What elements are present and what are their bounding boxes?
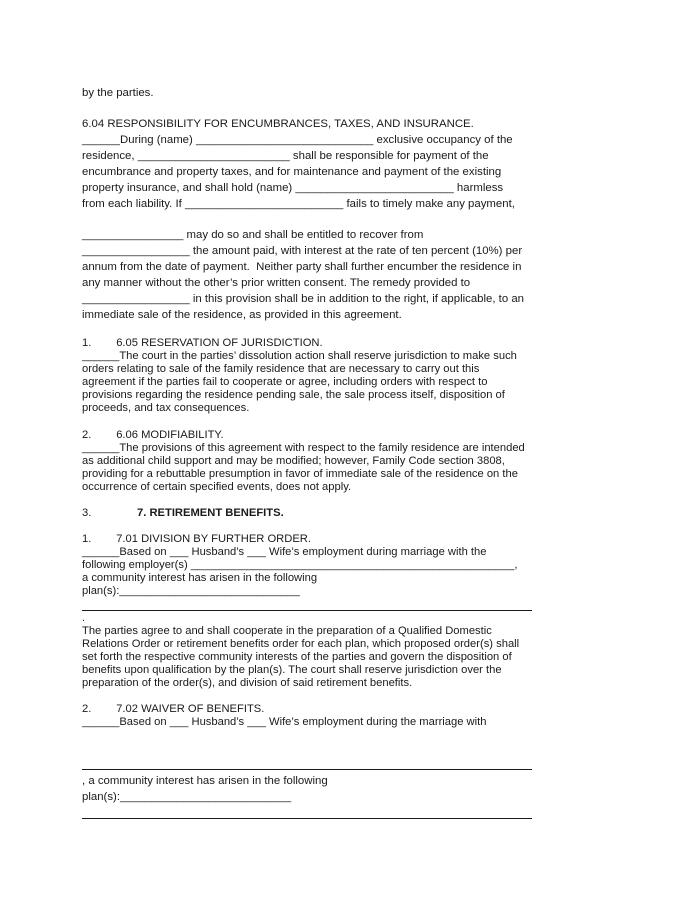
section-701-para-line: Relations Order or retirement benefits order for each plan, which proposed order(s) shall [82,638,520,650]
section-604-p2-line: ________________ may do so and shall be entitled to recover from [82,229,424,241]
section-701-line: ______Based on ___ Husband’s ___ Wife’s employment during marriage with the [82,546,487,558]
section-604-p2-line: _________________ the amount paid, with interest at the rate of ten percent (10%) per [82,245,523,257]
section-702-heading: 2. 7.02 WAIVER OF BENEFITS. [82,703,265,715]
section-604-heading: 6.04 RESPONSIBILITY FOR ENCUMBRANCES, TAXES, AND INSURANCE. [82,118,474,130]
intro-line: by the parties. [82,87,154,99]
section-605-heading: 1. 6.05 RESERVATION OF JURISDICTION. [82,337,323,349]
section-604-p2-line: immediate sale of the residence, as provided in this agreement. [82,309,402,321]
section-702-tail-line: , a community interest has arisen in the following [82,775,328,787]
section-701-heading: 1. 7.01 DIVISION BY FURTHER ORDER. [82,533,311,545]
section-701-para-line: preparation of the order(s), and division of said retirement benefits. [82,677,413,689]
section-701-para-line: The parties agree to and shall cooperate in the preparation of a Qualified Domestic [82,625,492,637]
section-7-heading: 7. RETIREMENT BENEFITS. [137,507,284,519]
section-605-line: proceeds, and tax consequences. [82,402,250,414]
section-606-line: ______The provisions of this agreement with respect to the family residence are intended [82,442,525,454]
section-604-p1-line: residence, ________________________ shall be responsible for payment of the [82,150,489,162]
section-701-para-line: set forth the respective community interests of the parties and govern the disposition of [82,651,512,663]
section-605-line: orders relating to sale of the family residence that are necessary to carry out this [82,363,480,375]
section-604-p2-line: any manner without the other’s prior written consent. The remedy provided to [82,277,471,289]
section-606-line: providing for a rebuttable presumption in favor of immediate sale of the residence on the [82,468,518,480]
section-7-number: 3. [82,507,92,519]
section-604-p2-line: annum from the date of payment. Neither party shall further encumber the residence in [82,261,522,273]
section-701-line: a community interest has arisen in the following [82,572,318,584]
section-604-p2-line: _________________ in this provision shall be in addition to the right, if applicable, to an [82,293,525,305]
section-702-tail-line: plan(s):___________________________ [82,791,292,803]
section-701-para-line: benefits upon qualification by the plan(s). The court shall reserve jurisdiction over the [82,664,502,676]
section-702-line: ______Based on ___ Husband’s ___ Wife’s employment during the marriage with [82,716,487,728]
section-701-dot: . [82,612,86,624]
section-606-line: as additional child support and may be modified; however, Family Code section 3808, [82,455,505,467]
blank-rule [82,769,532,770]
section-604-p1-line: from each liability. If _________________________ fails to timely make any payment, [82,198,515,210]
section-701-line: following employer(s) ____________________________________________________, [82,559,518,571]
section-605-line: ______The court in the parties’ dissolution action shall reserve jurisdiction to make such [82,350,517,362]
section-606-line: occurrence of certain specified events, does not apply. [82,481,352,493]
section-604-p1-line: encumbrance and property taxes, and for maintenance and payment of the existing [82,166,502,178]
section-604-p1-line: ______During (name) ____________________________ exclusive occupancy of the [82,134,513,146]
blank-rule [82,610,532,611]
blank-rule [82,818,532,819]
section-606-heading: 2. 6.06 MODIFIABILITY. [82,429,224,441]
section-701-line: plan(s):_____________________________ [82,585,300,597]
section-604-p1-line: property insurance, and shall hold (name) _________________________ harmless [82,182,504,194]
section-605-line: provisions regarding the residence pending sale, the sale process itself, disposition of [82,389,505,401]
section-605-line: agreement if the parties fail to cooperate or agree, including orders with respect to [82,376,488,388]
